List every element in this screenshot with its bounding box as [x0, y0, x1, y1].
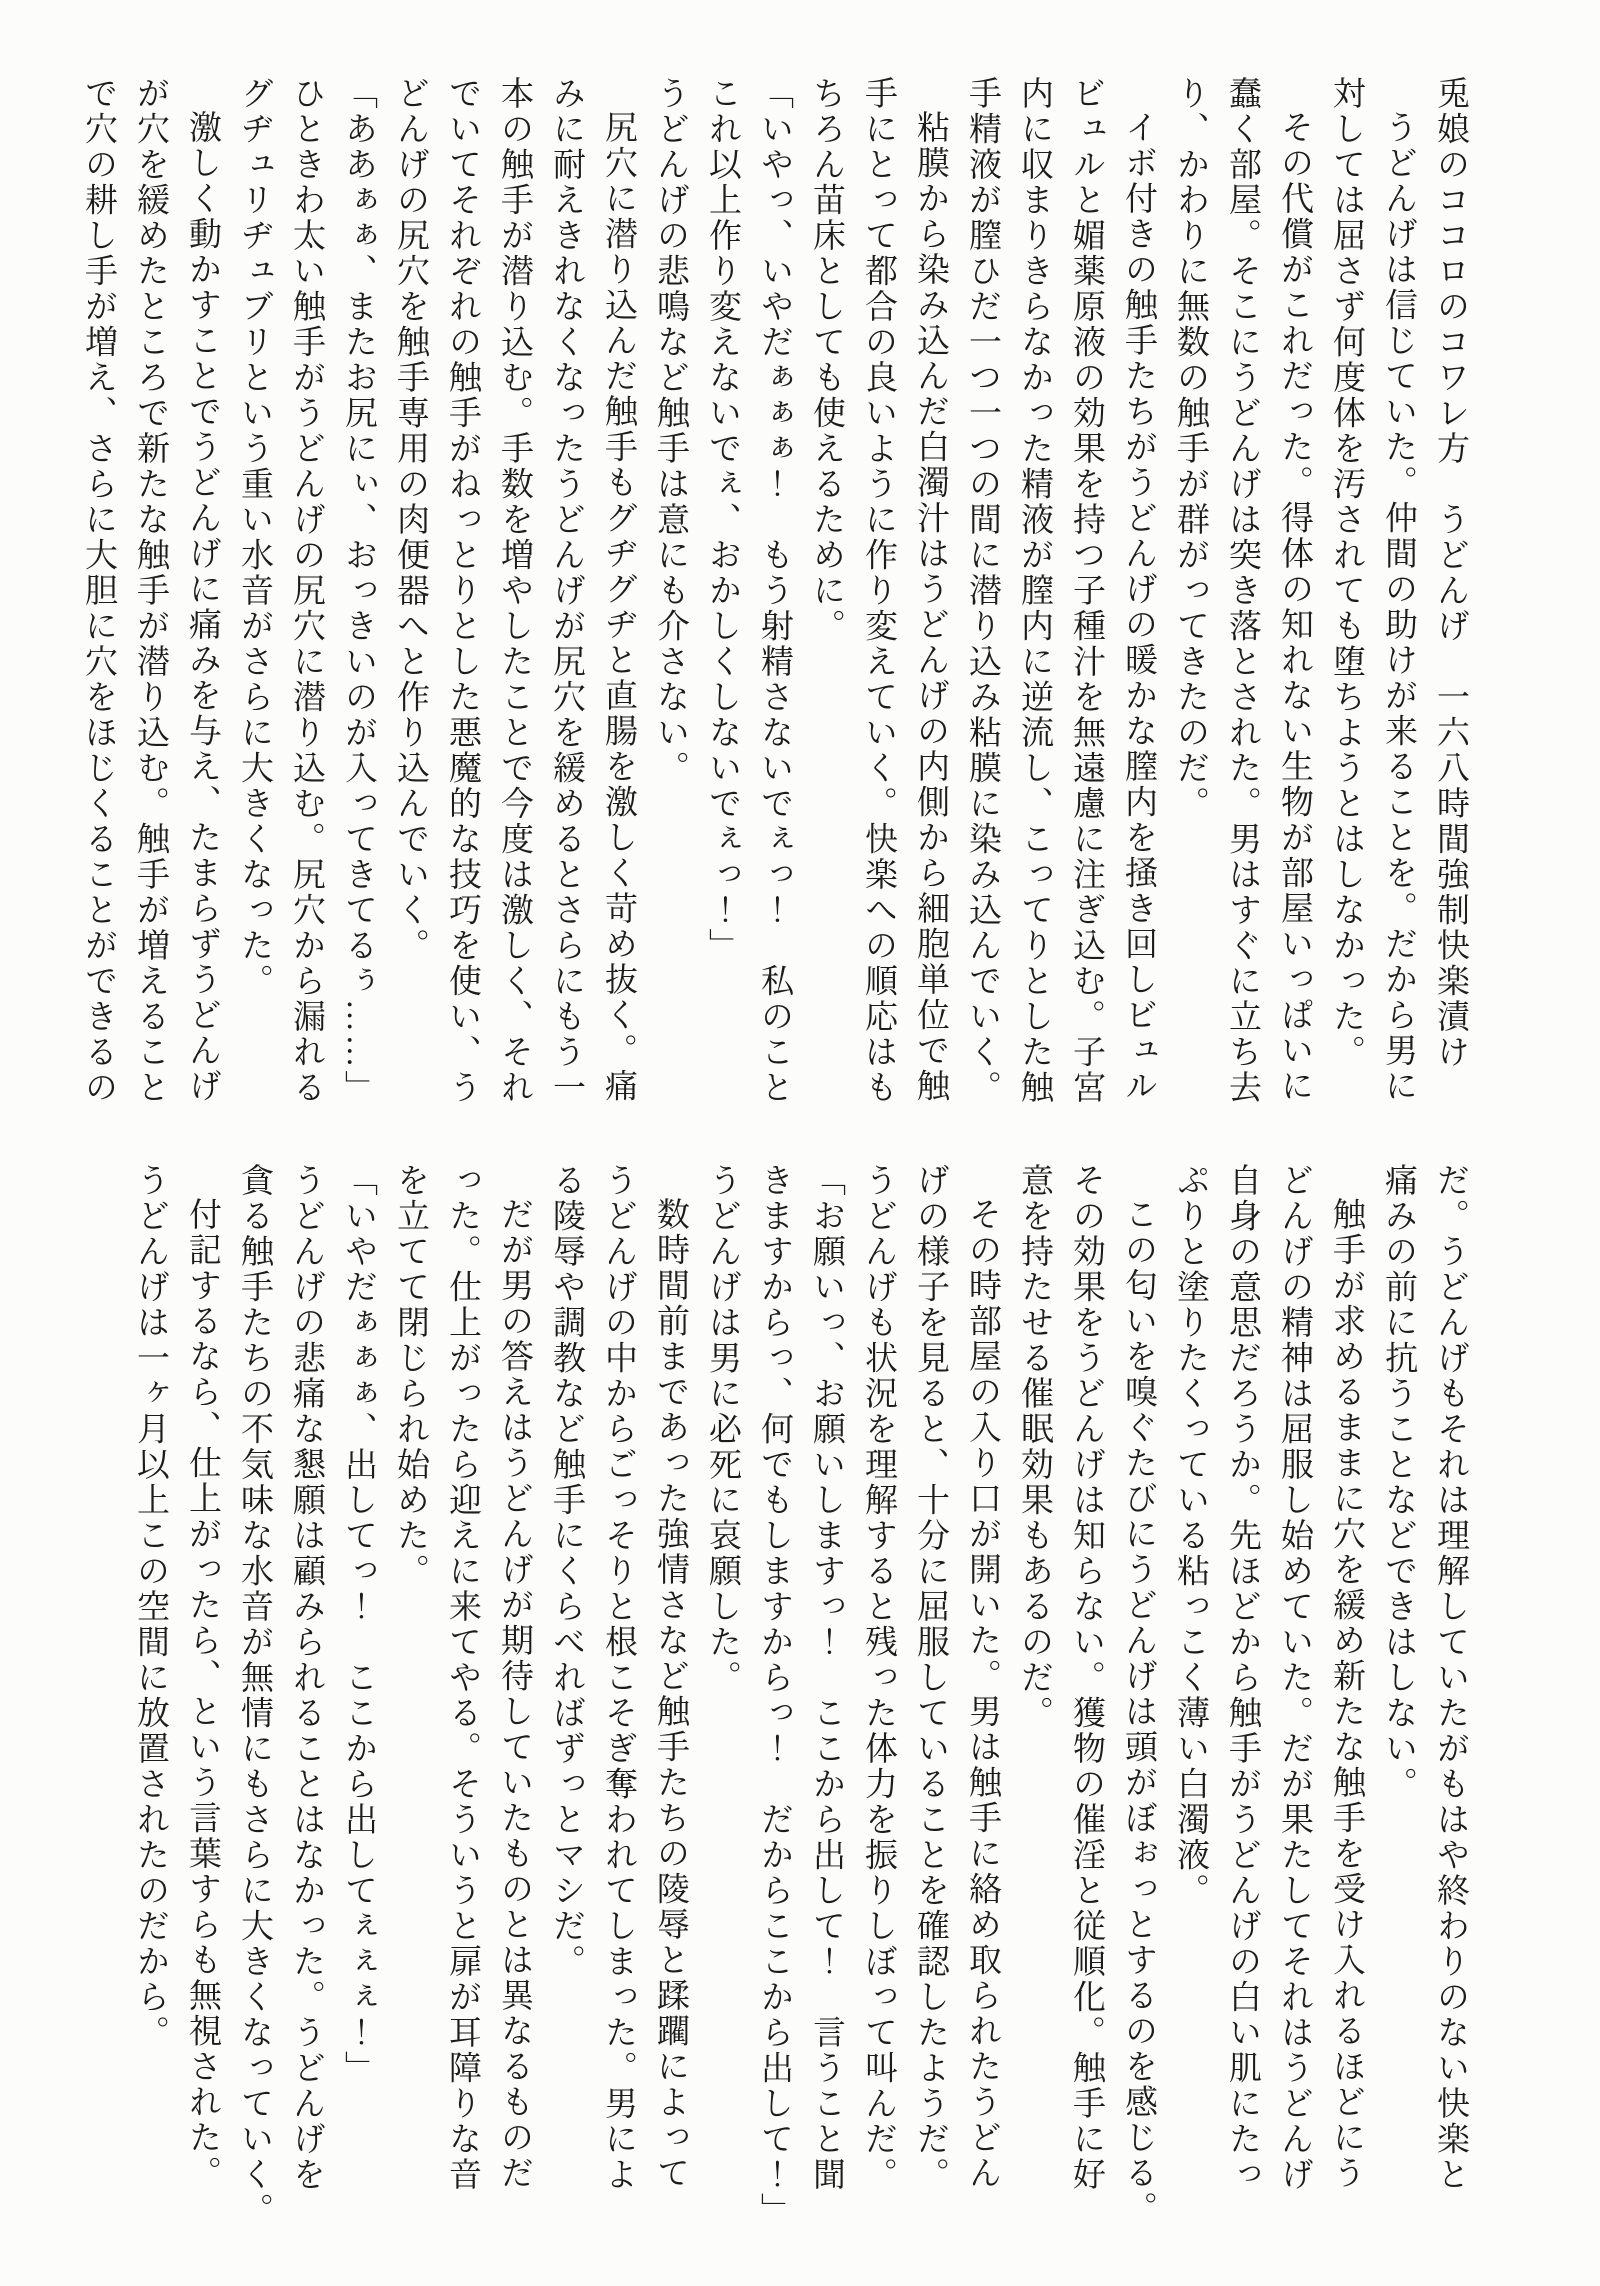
- text-column: きますからっ、何でもしますからっ！ だからここから出して！」: [756, 1163, 792, 2228]
- text-column: る陵辱や調教など触手にくらべればずっとマシだ。: [548, 1163, 584, 1980]
- text-column: 対しては屈さず何度体を汚されても堕ちようとはしなかった。: [1328, 76, 1364, 1070]
- text-column: うどんげの悲鳴など触手は意にも介さない。: [652, 76, 688, 786]
- text-column: イボ付きの触手たちがうどんげの暖かな膣内を掻き回しビュル: [1120, 110, 1156, 1104]
- text-column: が穴を緩めたところで新たな触手が潜り込む。触手が増えること: [132, 76, 168, 1106]
- text-column: 「お願いっ、お願いしますっ！ ここから出して！ 言うこと聞: [808, 1163, 844, 2193]
- text-column: を立てて閉じられ始めた。: [392, 1163, 428, 1589]
- text-column: うどんげの中からごっそりと根こそぎ奪われてしまった。男によ: [600, 1163, 636, 2193]
- text-column: 手にとって都合の良いように作り変えていく。快楽への順応はも: [860, 76, 896, 1106]
- text-column: その時部屋の入り口が開いた。男は触手に絡め取られたうどん: [964, 1197, 1000, 2191]
- page-title-column: 兎娘のココロのコワレ方 うどんげ 一六八時間強制快楽漬け: [1432, 76, 1468, 1070]
- text-column: 蠢く部屋。そこにうどんげは突き落とされた。男はすぐに立ち去: [1224, 76, 1260, 1106]
- text-block-bottom: [124, 1163, 1476, 2228]
- text-column: うどんげの悲痛な懇願は顧みられることはなかった。うどんげを: [288, 1163, 324, 2193]
- text-column: で穴の耕し手が増え、さらに大胆に穴をほじくることができるの: [80, 76, 116, 1106]
- text-column: 付記するなら、仕上がったら、という言葉すらも無視された。: [184, 1197, 220, 2191]
- text-block-top: [72, 76, 1476, 1121]
- text-column: グヂュリヂュブリという重い水音がさらに大きくなった。: [236, 76, 272, 999]
- text-column: 「ああぁぁ、またお尻にぃ、おっきいのが入ってきてるぅ……」: [340, 76, 376, 1106]
- text-column: でいてそれぞれの触手がねっとりとした悪魔的な技巧を使い、う: [444, 76, 480, 1106]
- text-column: どんげの精神は屈服し始めていた。だが果たしてそれはうどんげ: [1276, 1163, 1312, 2193]
- text-column: どんげの尻穴を触手専用の肉便器へと作り込んでいく。: [392, 76, 428, 964]
- text-column: ぷりと塗りたくっている粘っこく薄い白濁液。: [1172, 1163, 1208, 1909]
- text-column: この匂いを嗅ぐたびにうどんげは頭がぼぉっとするのを感じる。: [1120, 1197, 1156, 2227]
- text-column: 痛みの前に抗うことなどできはしない。: [1380, 1163, 1416, 1802]
- text-column: その効果をうどんげは知らない。獲物の催淫と従順化。触手に好: [1068, 1163, 1104, 2193]
- text-column: 「いやだぁぁぁ、出してっ！ ここから出してぇぇぇ！」: [340, 1163, 376, 2086]
- text-column: 数時間前まであった強情さなど触手たちの陵辱と蹂躙によって: [652, 1197, 688, 2191]
- text-column: 激しく動かすことでうどんげに痛みを与え、たまらずうどんげ: [184, 110, 220, 1104]
- text-column: げの様子を見ると、十分に屈服していることを確認したようだ。: [912, 1163, 948, 2193]
- text-column: 尻穴に潜り込んだ触手もグヂグヂと直腸を激しく苛め抜く。痛: [600, 110, 636, 1104]
- text-column: ビュルと媚薬原液の効果を持つ子種汁を無遠慮に注ぎ込む。子宮: [1068, 76, 1104, 1106]
- text-column: うどんげは一ヶ月以上この空間に放置されたのだから。: [132, 1163, 168, 2051]
- text-column: 内に収まりきらなかった精液が膣内に逆流し、こってりとした触: [1016, 76, 1052, 1106]
- text-column: 貪る触手たちの不気味な水音が無情にもさらに大きくなっていく。: [236, 1163, 272, 2228]
- text-column: 粘膜から染み込んだ白濁汁はうどんげの内側から細胞単位で触: [912, 110, 948, 1104]
- text-column: った。仕上がったら迎えに来てやる。そういうと扉が耳障りな音: [444, 1163, 480, 2193]
- text-column: これ以上作り変えないでぇ、おかしくしないでぇっ！」: [704, 76, 740, 964]
- text-column: 手精液が膣ひだ一つ一つの間に潜り込み粘膜に染み込んでいく。: [964, 76, 1000, 1106]
- text-column: だ。うどんげもそれは理解していたがもはや終わりのない快楽と: [1432, 1163, 1468, 2193]
- text-column: ちろん苗床としても使えるために。: [808, 76, 844, 644]
- text-column: うどんげは男に必死に哀願した。: [704, 1163, 740, 1696]
- text-column: みに耐えきれなくなったうどんげが尻穴を緩めるとさらにもう一: [548, 76, 584, 1106]
- text-column: だが男の答えはうどんげが期待していたものとは異なるものだ: [496, 1197, 532, 2191]
- text-column: 本の触手が潜り込む。手数を増やしたことで今度は激しく、それ: [496, 76, 532, 1106]
- text-column: り、かわりに無数の触手が群がってきたのだ。: [1172, 76, 1208, 822]
- text-column: うどんげは信じていた。仲間の助けが来ることを。だから男に: [1380, 110, 1416, 1104]
- text-column: うどんげも状況を理解すると残った体力を振りしぼって叫んだ。: [860, 1163, 896, 2193]
- text-column: 意を持たせる催眠効果もあるのだ。: [1016, 1163, 1052, 1731]
- text-column: 「いやっ、いやだぁぁぁ！ もう射精さないでぇっ！ 私のこと: [756, 76, 792, 1106]
- text-column: ひときわ太い触手がうどんげの尻穴に潜り込む。尻穴から漏れる: [288, 76, 324, 1106]
- text-column: 自身の意思だろうか。先ほどから触手がうどんげの白い肌にたっ: [1224, 1163, 1260, 2193]
- text-column: その代償がこれだった。得体の知れない生物が部屋いっぱいに: [1276, 110, 1312, 1104]
- text-column: 触手が求めるままに穴を緩め新たな触手を受け入れるほどにう: [1328, 1197, 1364, 2191]
